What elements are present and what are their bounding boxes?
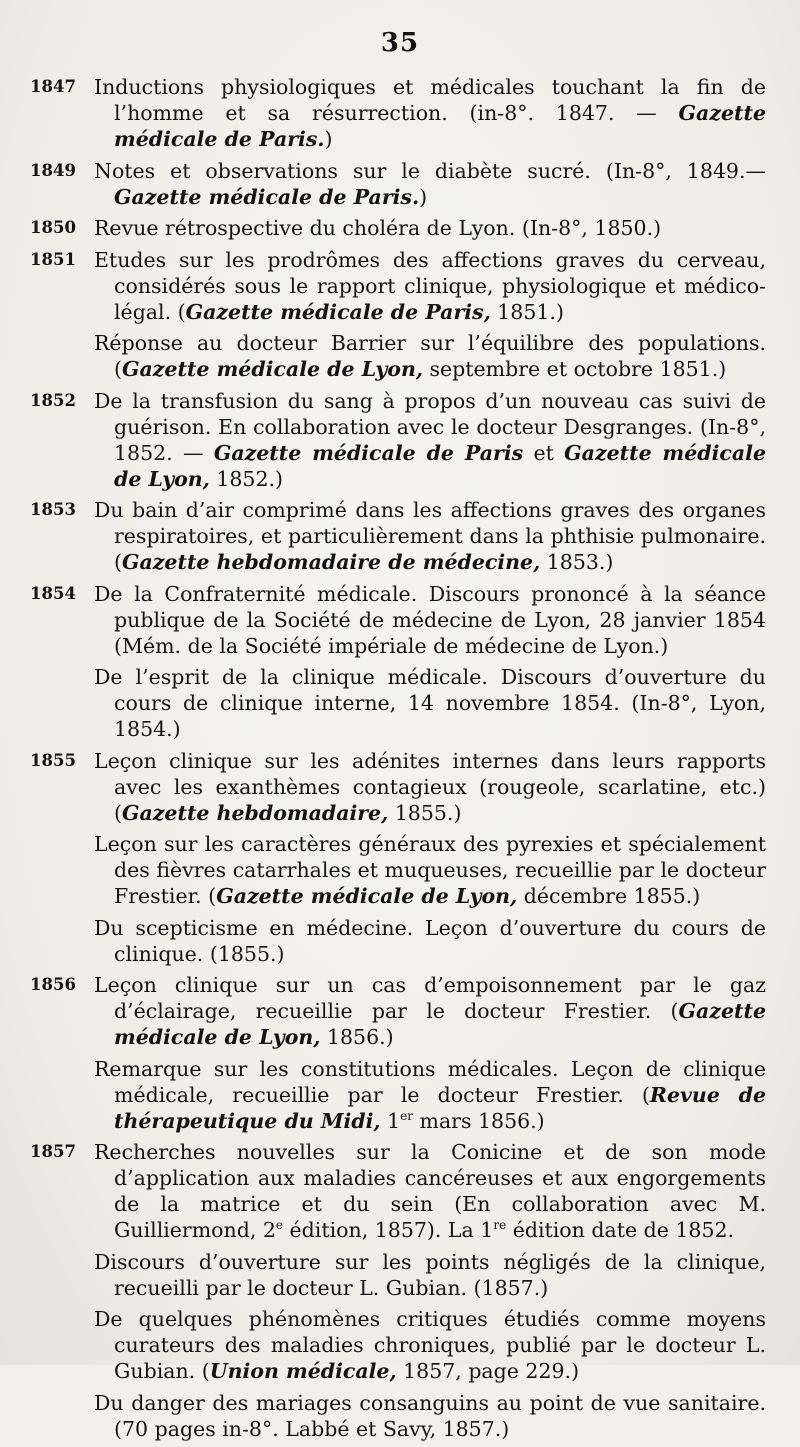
entry-text-run: Du bain d’air comprimé dans les affections graves des organes respiratoires, et particulièrement dans la phthisie pulmonaire. ( [94,498,766,574]
entry-text-run: Du scepticisme en médecine. Leçon d’ouverture du cours de clinique. (1855.) [94,915,766,966]
entry-text-run: 1853.) [540,550,614,574]
entry-text [30,158,766,210]
entry-text-run: septembre et octobre 1851.) [423,357,727,381]
bibliography-entry [30,664,766,742]
page-number: 35 [380,28,420,58]
journal-title: Revue de thérapeutique du Midi, [114,1082,766,1133]
entry-text-run: De la transfusion du sang à propos d’un nouveau cas suivi de guérison. En collaboration avec le docteur Desgranges. (In-8°, 1852. — [94,388,766,465]
bibliography-entry [30,388,766,492]
entry-text [30,748,766,826]
journal-title: Gazette hebdomadaire, [122,800,389,825]
entry-year: 1852 [30,390,76,410]
journal-title: Gazette médicale de Lyon, [122,357,424,381]
journal-title: Gazette médicale de Lyon, [114,999,766,1049]
entry-text [30,972,766,1050]
superscript: e [275,1218,284,1233]
entry-text-run: Du danger des mariages consanguins au point de vue sanitaire. (70 pages in-8°. Labbé et Savy, 1857.) [94,1390,766,1441]
entry-text [30,215,766,241]
entry-text-run: Leçon clinique sur les adénites internes dans leurs rapports avec les exanthèmes contagieux (rougeole, scarlatine, etc.) ( [94,748,766,825]
bibliography-entry [30,581,766,659]
entry-text [30,330,766,382]
bibliography-entry [30,915,766,967]
entry-text [30,1249,766,1301]
entry-year: 1851 [30,249,76,269]
entry-text-run: Leçon clinique sur un cas d’empoisonnement par le gaz d’éclairage, recueillie par le docteur Frestier. ( [94,973,766,1023]
entry-year: 1853 [30,500,76,519]
bibliography-entry [30,748,766,826]
entry-text-run: 1852.) [209,466,284,491]
entry-text-run: Recherches nouvelles sur la Conicine et de son mode d’application aux maladies cancéreuses et aux engorgements de la matrice et du sein (En collaboration avec M. Guilliermond, 2 [94,1140,766,1242]
entry-text [30,388,766,492]
entry-text-run: Notes et observations sur le diabète sucré. (In-8°, 1849.— [94,158,766,183]
entry-year: 1855 [30,750,76,770]
entry-text-run: et [523,440,565,465]
entry-year: 1854 [30,583,76,603]
entry-text-run: Inductions physiologiques et médicales touchant la fin de l’homme et sa résurrection. (in-8°. 1847. — [94,75,766,125]
entry-text-run: mars 1856.) [412,1108,545,1133]
superscript: er [400,1108,413,1123]
entry-text-run: 1856.) [320,1025,394,1049]
bibliography-entry [30,247,766,325]
journal-title: Union médicale, [209,1359,397,1383]
journal-title: Gazette médicale de Paris. [114,101,766,151]
entry-text-run: Réponse au docteur Barrier sur l’équilibre des populations. ( [94,331,766,381]
entry-text [30,915,766,967]
journal-title: Gazette médicale de Lyon, [216,884,518,908]
entry-text-run: Leçon sur les caractères généraux des pyrexies et spécialement des fièvres catarrhales et muqueuses, recueillie par le docteur Frestier. ( [94,832,766,908]
entry-text-run: 1857, page 229.) [396,1359,580,1383]
entry-text [30,1056,766,1134]
entry-year: 1849 [30,160,76,180]
bibliography-entry [30,74,766,152]
entry-text-run: Etudes sur les prodrômes des affections graves du cerveau, considérés sous le rapport clinique, physiologique et médico-légal. ( [94,247,766,324]
entry-text [30,247,766,325]
entry-text-run: De quelques phénomènes critiques étudiés comme moyens curateurs des maladies chroniques, publié par le docteur L. Gubian. ( [94,1307,766,1383]
bibliography-entry [30,215,766,241]
bibliography-entry [30,972,766,1050]
entry-text-run: ) [419,184,428,209]
journal-title: Gazette médicale de Paris [213,440,524,465]
entry-text-run: Remarque sur les constitutions médicales. Leçon de clinique médicale, recueillie par le docteur Frestier. ( [94,1056,766,1107]
entry-text [30,581,766,659]
entry-text [30,664,766,742]
entry-year: 1850 [30,218,76,237]
entry-text-run: 1855.) [388,800,462,825]
bibliography-entry [30,1390,766,1442]
entry-text-run: 1851.) [490,299,564,324]
entry-text-run: édition date de 1852. [506,1218,735,1242]
bibliography-entry [30,497,766,575]
entry-text [30,1139,766,1243]
bibliography-entry [30,158,766,210]
entry-text [30,74,766,152]
entry-text [30,1390,766,1442]
entry-text-run: 1 [380,1108,401,1133]
journal-title: Gazette hebdomadaire de médecine, [122,550,541,574]
entry-text-run: ) [324,127,333,151]
entry-text-run: De la Confraternité médicale. Discours prononcé à la séance publique de la Société de médecine de Lyon, 28 janvier 1854 (Mém. de la Société impériale de médecine de Lyon.) [94,581,766,658]
journal-title: Gazette médicale de Paris, [185,299,491,324]
entry-text-run: Revue rétrospective du choléra de Lyon. (In-8°, 1850.) [94,216,662,240]
entry-text-run: De l’esprit de la clinique médicale. Discours d’ouverture du cours de clinique interne, 14 novembre 1854. (In-8°, Lyon, 1854.) [94,665,766,741]
entry-text-run: édition, 1857). La 1 [283,1218,494,1242]
bibliography-entry [30,330,766,382]
entry-year: 1847 [30,77,76,96]
entry-text [30,831,766,909]
entry-year: 1856 [30,975,76,994]
bibliography-list [30,74,766,1447]
bibliography-entry [30,1249,766,1301]
journal-title: Gazette médicale de Paris. [114,184,420,209]
bibliography-entry [30,1056,766,1134]
entry-text [30,497,766,575]
bibliography-entry [30,831,766,909]
entry-text [30,1306,766,1384]
entry-text-run: Discours d’ouverture sur les points négligés de la clinique, recueilli par le docteur L. Gubian. (1857.) [94,1249,766,1300]
bibliography-entry [30,1306,766,1384]
entry-year: 1857 [30,1142,76,1161]
bibliography-entry [30,1139,766,1243]
superscript: re [493,1218,507,1233]
entry-text-run: décembre 1855.) [517,884,701,908]
journal-title: Gazette médicale de Lyon, [114,440,766,491]
